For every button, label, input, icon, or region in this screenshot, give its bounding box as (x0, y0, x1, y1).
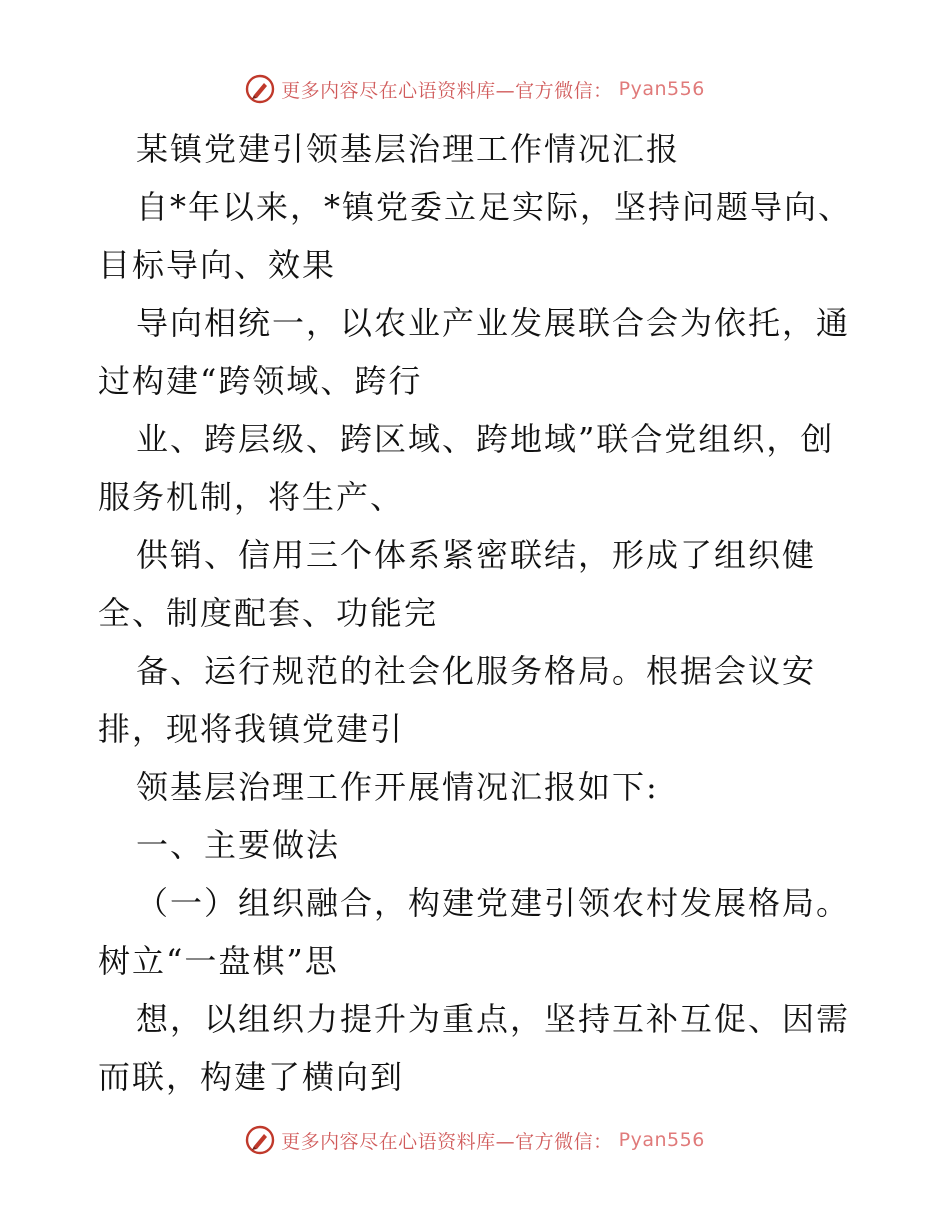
text-line: 过构建“跨领域、跨行 (98, 362, 423, 400)
text-line: 全、制度配套、功能完 (98, 594, 439, 632)
document-body (98, 120, 858, 1106)
watermark-text: 更多内容尽在心语资料库—官方微信： (281, 1130, 613, 1153)
text-line: 自*年以来，*镇党委立足实际，坚持问题导向、 (136, 188, 853, 226)
text-line: 而联，构建了横向到 (98, 1058, 405, 1096)
text-line: 树立“一盘棋”思 (98, 942, 339, 980)
text-line: 目标导向、效果 (98, 246, 337, 284)
text-line: 业、跨层级、跨区域、跨地域”联合党组织，创 (136, 420, 835, 458)
section-heading: 一、主要做法 (136, 826, 341, 864)
text-line: 供销、信用三个体系紧密联结，形成了组织健 (136, 536, 817, 574)
subsection-heading: （一）组织融合，构建党建引领农村发展格局。 (136, 884, 851, 922)
pen-logo-icon (245, 1125, 275, 1155)
text-line: 导向相统一，以农业产业发展联合会为依托，通 (136, 304, 851, 342)
watermark-text: 更多内容尽在心语资料库—官方微信： (281, 79, 613, 102)
text-line: 领基层治理工作开展情况汇报如下: (136, 768, 659, 806)
text-line: 备、运行规范的社会化服务格局。根据会议安 (136, 652, 817, 690)
text-line: 想，以组织力提升为重点，坚持互补互促、因需 (136, 1000, 851, 1038)
watermark-id: Pyan556 (618, 78, 705, 100)
text-line: 排，现将我镇党建引 (98, 710, 405, 748)
watermark-header (0, 72, 950, 106)
watermark-id: Pyan556 (618, 1129, 705, 1151)
text-line: 服务机制，将生产、 (98, 478, 405, 516)
pen-logo-icon (245, 74, 275, 104)
watermark-footer (0, 1123, 950, 1157)
document-title: 某镇党建引领基层治理工作情况汇报 (136, 130, 681, 168)
